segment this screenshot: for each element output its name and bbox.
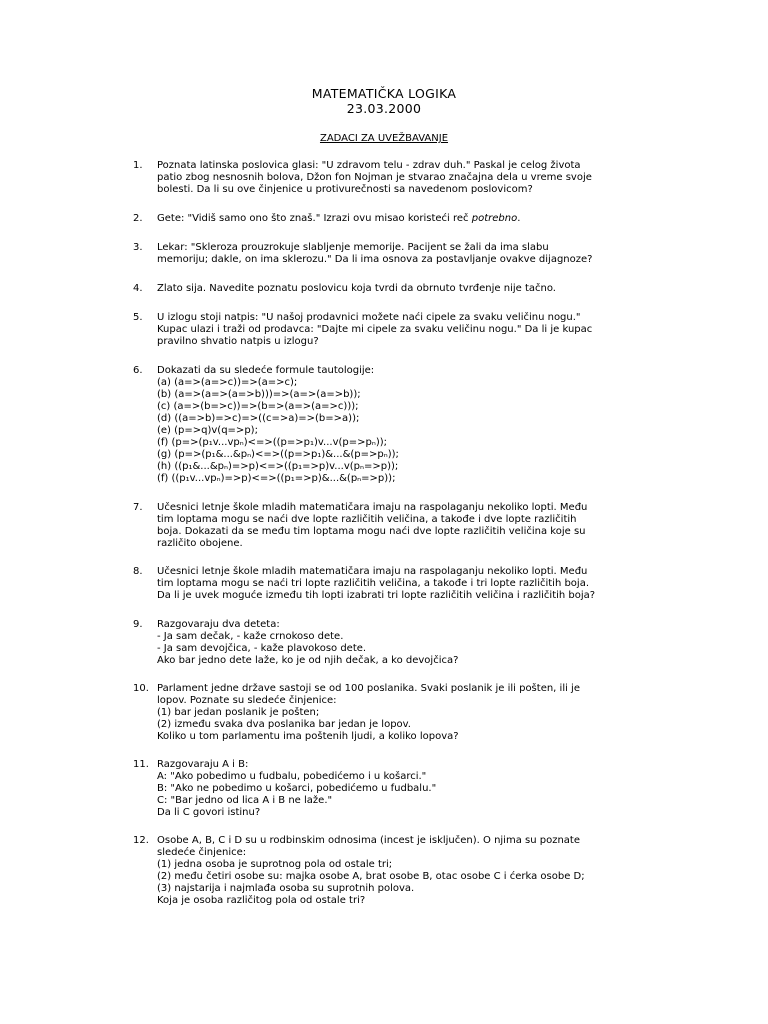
- task-number: 10.: [133, 683, 149, 694]
- section-heading: ZADACI ZA UVEŽBAVANJE: [319, 133, 449, 144]
- task-number: 3.: [133, 242, 143, 253]
- formula-b: (b) (a=>(a=>(a=>b)))=>(a=>(a=>b));: [157, 389, 361, 400]
- formula-f: (f) (p=>(p₁v...vpₙ)<=>((p=>p₁)v...v(p=>pₙ));: [157, 437, 388, 448]
- task-text: Razgovaraju dva deteta: - Ja sam dečak, - kaže crnokoso dete. - Ja sam devojčica, - kaže plavokoso dete. Ako bar jedno dete laže, ko je od njih dečak, a ko devojčica?: [157, 619, 459, 666]
- task-text: Parlament jedne države sastoji se od 100 poslanika. Svaki poslanik je ili pošten, ili je lopov. Poznate su sledeće činjenice: (1) bar jedan poslanik je pošten; (2) između svaka dva poslanika bar jedan je lopov. Koliko u tom parlamentu ima poštenih ljudi, a koliko lopova?: [157, 683, 580, 742]
- document-title: MATEMATIČKA LOGIKA: [311, 86, 457, 101]
- emphasized-word: potrebno: [471, 213, 518, 224]
- task-number: 12.: [133, 835, 149, 846]
- document-date: 23.03.2000: [346, 101, 422, 116]
- formula-a: (a) (a=>(a=>c))=>(a=>c);: [157, 377, 298, 388]
- task-number: 5.: [133, 312, 143, 323]
- task-number: 7.: [133, 502, 143, 513]
- task-text: Učesnici letnje škole mladih matematičara imaju na raspolaganju nekoliko lopti. Među tim loptama mogu se naći dve lopte različitih veličina, a takođe i dve lopte različitih boja. Dokazati da se među tim loptama mogu naći dve lopte različitih veličina koje su različito obojene.: [157, 502, 588, 549]
- task-number: 11.: [133, 759, 149, 770]
- task-text: Dokazati da su sledeće formule tautologije: (a) (a=>(a=>c))=>(a=>c); (b) (a=>(a=>(a=>b)))=>(a=>(a=>b)); (c) (a=>(b=>c))=>(b=>(a=>(a=>c))); (d) ((a=>b)=>c)=>((c=>a)=>(b=>a)); (e) (p=>q)v(q=>p); (f) (p=>(p₁v...vpₙ)<=>((p=>p₁)v...v(p=>pₙ)); (g) (p=>(p₁&...&pₙ)<=>((p=>p₁)&...&(p=>pₙ)); (h) ((p₁&...&pₙ)=>p)<=>((p₁=>p)v...v(pₙ=>p)); (f) ((p₁v...vpₙ)=>p)<=>((p₁=>p)&...&(pₙ=>p));: [157, 365, 635, 485]
- task-text: Zlato sija. Navedite poznatu poslovicu koja tvrdi da obrnuto tvrđenje nije tačno.: [157, 283, 556, 294]
- task-number: 8.: [133, 566, 143, 577]
- task-text: Poznata latinska poslovica glasi: "U zdravom telu - zdrav duh." Paskal je celog života patio zbog nesnosnih bolova, Džon fon Nojman je stvarao značajna dela u vreme svoje bolesti. Da li su ove činjenice u protivurečnosti sa navedenom poslovicom?: [157, 160, 592, 195]
- task-number: 4.: [133, 283, 143, 294]
- formula-e: (e) (p=>q)v(q=>p);: [157, 425, 258, 436]
- task-text: Učesnici letnje škole mladih matematičara imaju na raspolaganju nekoliko lopti. Među tim loptama mogu se naći tri lopte različitih veličina, a takođe i tri lopte različitih boja. Da li je uvek moguće između tih lopti izabrati tri lopte različitih veličina i različitih boja?: [157, 566, 596, 601]
- task-number: 2.: [133, 213, 143, 224]
- task-text: U izlogu stoji natpis: "U našoj prodavnici možete naći cipele za svaku veličinu nogu." Kupac ulazi i traži od prodavca: "Dajte mi cipele za svaku veličinu nogu." Da li je kupac pravilno shvatio natpis u izlogu?: [157, 312, 593, 347]
- formula-f2: (f) ((p₁v...vpₙ)=>p)<=>((p₁=>p)&...&(pₙ=>p));: [157, 473, 396, 484]
- task-text: Gete: "Vidiš samo ono što znaš." Izrazi ovu misao koristeći reč potrebno.: [157, 213, 521, 224]
- task-number: 9.: [133, 619, 143, 630]
- task-text: Osobe A, B, C i D su u rodbinskim odnosima (incest je isključen). O njima su poznate sledeće činjenice: (1) jedna osoba je suprotnog pola od ostale tri; (2) među četiri osobe su: majka osobe A, brat osobe B, otac osobe C i ćerka osobe D; (3) najstarija i najmlađa osoba su suprotnih polova. Koja je osoba različitog pola od ostale tri?: [157, 835, 585, 906]
- formula-h: (h) ((p₁&...&pₙ)=>p)<=>((p₁=>p)v...v(pₙ=>p));: [157, 461, 399, 472]
- formula-d: (d) ((a=>b)=>c)=>((c=>a)=>(b=>a));: [157, 413, 360, 424]
- task-number: 6.: [133, 365, 143, 376]
- formula-c: (c) (a=>(b=>c))=>(b=>(a=>(a=>c)));: [157, 401, 359, 412]
- formula-g: (g) (p=>(p₁&...&pₙ)<=>((p=>p₁)&...&(p=>pₙ));: [157, 449, 399, 460]
- task-number: 1.: [133, 160, 143, 171]
- task-text: Razgovaraju A i B: A: "Ako pobedimo u fudbalu, pobedićemo i u košarci." B: "Ako ne pobedimo u košarci, pobedićemo u fudbalu." C: "Bar jedno od lica A i B ne laže." Da li C govori istinu?: [157, 759, 437, 818]
- task-text: Lekar: "Skleroza prouzrokuje slabljenje memorije. Pacijent se žali da ima slabu memoriju; dakle, on ima sklerozu." Da li ima osnova za postavljanje ovakve dijagnoze?: [157, 242, 593, 265]
- title-block: [0, 86, 768, 116]
